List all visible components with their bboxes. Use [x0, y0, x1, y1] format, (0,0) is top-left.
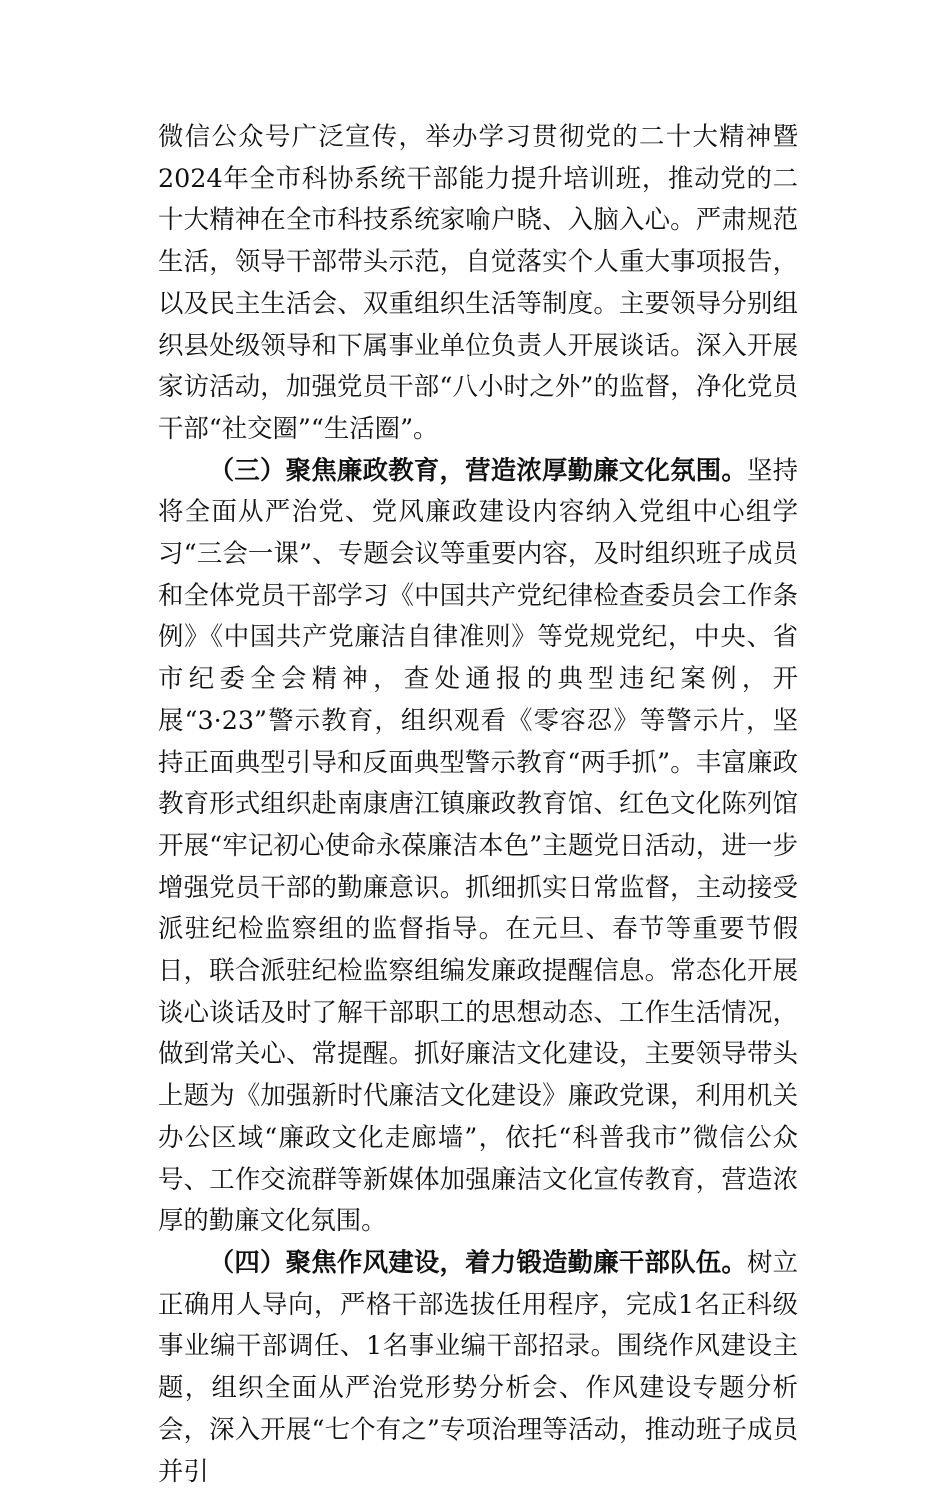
paragraph-section-4	[158, 1242, 798, 1492]
document-body	[158, 116, 798, 1492]
paragraph-text: 微信公众号广泛宣传，举办学习贯彻党的二十大精神暨2024年全市科协系统干部能力提升培训班，推动党的二十大精神在全市科技系统家喻户晓、入脑入心。严肃规范生活，领导干部带头示范，自觉落实个人重大事项报告，以及民主生活会、双重组织生活等制度。主要领导分别组织县处级领导和下属事业单位负责人开展谈话。深入开展家访活动，加强党员干部“八小时之外”的监督，净化党员干部“社交圈”“生活圈”。	[158, 121, 798, 443]
paragraph-text: 坚持将全面从严治党、党风廉政建设内容纳入党组中心组学习“三会一课”、专题会议等重要内容，及时组织班子成员和全体党员干部学习《中国共产党纪律检查委员会工作条例》《中国共产党廉洁自律准则》等党规党纪，中央、省市纪委全会精神，查处通报的典型违纪案例，开展“3·23”警示教育，组织观看《零容忍》等警示片，坚持正面典型引导和反面典型警示教育“两手抓”。丰富廉政教育形式组织赴南康唐江镇廉政教育馆、红色文化陈列馆开展“牢记初心使命永葆廉洁本色”主题党日活动，进一步增强党员干部的勤廉意识。抓细抓实日常监督，主动接受派驻纪检监察组的监督指导。在元旦、春节等重要节假日，联合派驻纪检监察组编发廉政提醒信息。常态化开展谈心谈话及时了解干部职工的思想动态、工作生活情况，做到常关心、常提醒。抓好廉洁文化建设，主要领导带头上题为《加强新时代廉洁文化建设》廉政党课，利用机关办公区域“廉政文化走廊墙”，依托“科普我市”微信公众号、工作交流群等新媒体加强廉洁文化宣传教育，营造浓厚的勤廉文化氛围。	[158, 454, 799, 1236]
paragraph-section-3	[158, 450, 798, 1242]
section-heading-4: （四）聚焦作风建设，着力锻造勤廉干部队伍。	[208, 1246, 747, 1277]
paragraph-text: 树立正确用人导向，严格干部选拔任用程序，完成1名正科级事业编干部调任、1名事业编干部招录。围绕作风建设主题，组织全面从严治党形势分析会、作风建设专题分析会，深入开展“七个有之”专项治理等活动，推动班子成员并引	[158, 1246, 799, 1486]
paragraph-continued	[158, 116, 798, 450]
section-heading-3: （三）聚焦廉政教育，营造浓厚勤廉文化氛围。	[208, 454, 747, 485]
